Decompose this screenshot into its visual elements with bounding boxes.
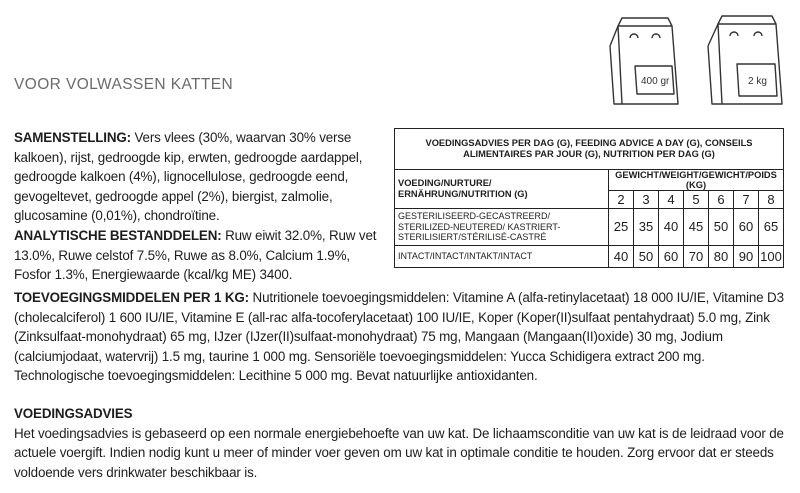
- weight-cell: 8: [759, 191, 784, 209]
- small-bag-label: 400 gr: [641, 76, 670, 87]
- table-row: [395, 209, 784, 246]
- small-bag-icon: [610, 18, 678, 104]
- value-cell: 80: [709, 245, 734, 267]
- composition-label: SAMENSTELLING:: [14, 130, 131, 145]
- value-cell: 65: [759, 209, 784, 246]
- weight-cell: 3: [634, 191, 659, 209]
- value-cell: 100: [759, 245, 784, 267]
- feeding-table-weight-header: GEWICHT/WEIGHT/GEWICHT/POIDS (KG): [609, 170, 784, 191]
- weight-cell: 2: [609, 191, 634, 209]
- row-label-intact: INTACT/INTACT/INTAKT/INTACT: [395, 245, 609, 267]
- value-cell: 60: [734, 209, 759, 246]
- feeding-table: [394, 128, 784, 268]
- page-heading: VOOR VOLWASSEN KATTEN: [14, 76, 234, 93]
- value-cell: 70: [684, 245, 709, 267]
- weight-cell: 6: [709, 191, 734, 209]
- large-bag-icon: [708, 16, 782, 104]
- composition-paragraph: [14, 128, 384, 226]
- weight-cell: 4: [659, 191, 684, 209]
- bag-size-icons: [600, 6, 790, 116]
- feeding-advice-section: [14, 404, 792, 482]
- table-row: [395, 245, 784, 267]
- value-cell: 35: [634, 209, 659, 246]
- additives-label: TOEVOEGINGSMIDDELEN PER 1 KG:: [14, 290, 249, 305]
- analytical-text: Ruw eiwit 32.0%, Ruw vet 13.0%, Ruwe celstof 7.5%, Ruwe as 8.0%, Calcium 1.9%, Fosfor 1.3%, Energiewaarde (kcal/kg ME) 3400.: [14, 227, 377, 283]
- analytical-label: ANALYTISCHE BESTANDDELEN:: [14, 227, 222, 243]
- value-cell: 90: [734, 245, 759, 267]
- weight-cell: 5: [684, 191, 709, 209]
- composition-text: Vers vlees (30%, waarvan 30% verse kalkoen), rijst, gedroogde kip, erwten, gedroogde aardappel, gedroogde kalkoen (4%), lignocellulose, gedroogde eend, gevogeltevet, gedroogde appel (2%), biergist, zalmolie, glucosamine (0,01%), chondroïtine.: [14, 130, 363, 224]
- weight-cell: 7: [734, 191, 759, 209]
- value-cell: 50: [709, 209, 734, 246]
- value-cell: 25: [609, 209, 634, 246]
- composition-block: [14, 128, 384, 285]
- value-cell: 45: [684, 209, 709, 246]
- feeding-table-title: VOEDINGSADVIES PER DAG (G), FEEDING ADVICE A DAY (G), CONSEILS ALIMENTAIRES PAR JOUR (G), NUTRITION PER DAG (G): [395, 129, 784, 170]
- advice-title: VOEDINGSADVIES: [14, 406, 133, 421]
- value-cell: 60: [659, 245, 684, 267]
- value-cell: 40: [659, 209, 684, 246]
- value-cell: 40: [609, 245, 634, 267]
- additives-text: Nutritionele toevoegingsmiddelen: Vitamine A (alfa-retinylacetaat) 18 000 IU/IE, Vitamine D3 (cholecalciferol) 1 600 IU/IE, Vitamine E (all-rac alfa-tocoferylacetaat) 100 IU/IE, Koper (Koper(II)sulfaat pentahydraat) 5.0 mg, Zink (Zinksulfaat-monohydraat) 65 mg, IJzer (IJzer(II)sulfaat-monohydraat) 75 mg, Mangaan (Mangaan(II)oxide) 30 mg, Jodium (calciumjodaat, watervrij) 1.5 mg, taurine 1 000 mg. Sensoriële toevoegingsmiddelen: Yucca Schidigera extract 200 mg. Technologische toevoegingsmiddelen: Lecithine 5 000 mg. Bevat natuurlijke antioxidanten.: [14, 290, 784, 384]
- analytical-paragraph: [14, 226, 384, 285]
- large-bag-label: 2 kg: [748, 76, 767, 87]
- value-cell: 50: [634, 245, 659, 267]
- additives-paragraph: [14, 288, 792, 386]
- row-label-sterilized: GESTERILISEERD-GECASTREERD/ STERILIZED-NEUTERED/ KASTRIERT-STERILISIERT/STÉRILISÉ-CASTRÉ: [395, 209, 609, 246]
- feeding-table-left-header: VOEDING/NURTURE/ ERNÄHRUNG/NUTRITION (G): [395, 170, 609, 209]
- advice-text: Het voedingsadvies is gebaseerd op een normale energiebehoefte van uw kat. De lichaamsconditie van uw kat is de leidraad voor de actuele voergift. Indien nodig kunt u meer of minder voer geven om uw kat in optimale conditie te houden. Zorg ervoor dat er steeds voldoende vers drinkwater beschikbaar is.: [14, 425, 784, 480]
